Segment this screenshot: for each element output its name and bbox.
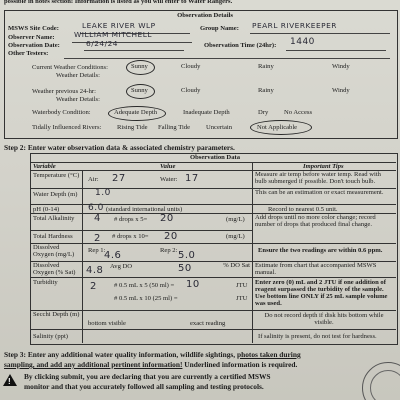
weather-option-windy[interactable]: Windy	[332, 63, 350, 70]
do-pct-label: % DO Sat	[223, 262, 250, 269]
air-label: Air:	[88, 176, 99, 183]
prev-weather-option-windy[interactable]: Windy	[332, 87, 350, 94]
time-underline	[286, 50, 386, 51]
prev-weather-option-rainy[interactable]: Rainy	[258, 87, 274, 94]
temp-label: Temperature (°C)	[33, 172, 80, 179]
turbidity-line2: # 0.5 mL x 10 (25 ml) =	[114, 295, 178, 302]
row-line	[30, 277, 396, 278]
other-testers-underline	[64, 58, 390, 59]
row-line	[30, 230, 252, 231]
col-tips-header: Important Tips	[303, 163, 344, 170]
date-label: Observation Date:	[8, 42, 60, 49]
turbidity-line1-value[interactable]: 10	[186, 279, 200, 290]
seal-logo-inner	[370, 370, 400, 400]
do-sat-label: Dissolved Oxygen (% Sat)	[33, 262, 76, 276]
secchi-exact-reading[interactable]: exact reading	[190, 320, 226, 327]
alkalinity-drops-value[interactable]: 4	[94, 213, 101, 224]
table-title: Observation Data	[189, 154, 240, 161]
ph-tip: Record to nearest 0.5 unit.	[268, 206, 338, 213]
prev-weather-option-cloudy[interactable]: Cloudy	[181, 87, 201, 94]
rep1-label: Rep 1:	[88, 247, 106, 254]
secchi-bottom-visible[interactable]: bottom visible	[88, 320, 126, 327]
weather-option-sunny[interactable]: Sunny	[131, 63, 148, 70]
alkalinity-unit: (mg/L)	[226, 216, 245, 223]
air-value[interactable]: 27	[112, 173, 126, 184]
tidal-label: Tidally Influenced Rivers:	[32, 124, 102, 131]
turbidity-line1: # 0.5 mL x 5 (50 ml) =	[114, 282, 175, 289]
col-line	[252, 162, 253, 343]
turbidity-value[interactable]: 2	[90, 281, 97, 292]
row-line	[30, 310, 396, 311]
do-tip: Ensure the two readings are within 0.6 ppm.	[258, 247, 383, 254]
site-code-label: MSWS Site Code:	[8, 25, 59, 32]
current-weather-details-label: Weather Details:	[56, 72, 100, 79]
alkalinity-drops-label: # drops x 5=	[114, 216, 148, 223]
tidal-option-not-applicable[interactable]: Not Applicable	[257, 124, 298, 131]
turbidity-label: Turbidity	[33, 279, 58, 286]
rep2-label: Rep 2:	[160, 247, 178, 254]
temp-tip: Measure air temp before water temp. Read with bulb submerged if possible. Don't touch bulb.	[255, 171, 381, 185]
prev-weather-details-label: Weather Details:	[56, 96, 100, 103]
row-line	[30, 204, 396, 205]
date-underline	[84, 50, 184, 51]
time-label: Observation Time (24hr):	[204, 42, 277, 49]
weather-option-rainy[interactable]: Rainy	[258, 63, 274, 70]
tidal-option-rising[interactable]: Rising Tide	[117, 124, 148, 131]
waterbody-option-dry[interactable]: Dry	[258, 109, 269, 116]
group-name-value[interactable]: PEARL RIVERKEEPER	[252, 21, 337, 30]
ph-note: (standard international units)	[106, 206, 183, 213]
turbidity-tip: Enter zero (0) mL and 2 JTU if one addition of reagent surpassed the turbidity of the sample. Use bottom line ONLY if 25 mL sample volume was used.	[255, 279, 388, 307]
col-line	[82, 170, 83, 343]
prev-weather-label: Weather previous 24-hr:	[32, 88, 96, 95]
ph-label: pH (0-14)	[33, 206, 60, 213]
tidal-option-falling[interactable]: Falling Tide	[158, 124, 191, 131]
row-line	[30, 329, 396, 330]
tidal-option-uncertain[interactable]: Uncertain	[206, 124, 232, 131]
do-sat-value[interactable]: 4.8	[86, 265, 104, 276]
hardness-drops-label: # drops x 10=	[112, 233, 149, 240]
col-value-header: Value	[160, 163, 176, 170]
row-line	[30, 243, 396, 244]
waterbody-option-no-access[interactable]: No Access	[284, 109, 313, 116]
time-value[interactable]: 1440	[290, 37, 315, 47]
turbidity-unit1: JTU	[236, 282, 248, 289]
rep2-value[interactable]: 5.0	[178, 250, 196, 261]
ph-value[interactable]: 6.0	[88, 203, 104, 213]
waterbody-option-adequate[interactable]: Adequate Depth	[114, 109, 158, 116]
step3-line2: sampling, and add any additional pertinent information! Underlined information is required.	[4, 360, 298, 369]
warning-icon-mark: !	[8, 377, 11, 386]
weather-option-cloudy[interactable]: Cloudy	[181, 63, 201, 70]
hardness-label: Total Hardness	[33, 233, 73, 240]
site-code-value[interactable]: LEAKE RIVER WLP	[82, 21, 156, 30]
step3-line1: Step 3: Enter any additional water quality information, wildlife sightings, photos taken during	[4, 350, 301, 359]
secchi-tip: Do not record depth if disk hits bottom while visible.	[264, 312, 384, 326]
depth-value[interactable]: 1.0	[95, 188, 111, 198]
group-name-label: Group Name:	[200, 25, 239, 32]
step3-line4: monitor and that you accurately followed all sampling and testing protocols.	[24, 382, 264, 391]
alkalinity-tip: Add drops until no more color change; record number of drops that produced final change.	[255, 214, 376, 228]
water-label: Water:	[160, 176, 178, 183]
group-name-underline	[250, 33, 390, 34]
observation-details-title: Observation Details	[177, 12, 233, 19]
avg-do-label: Avg DO	[110, 263, 133, 270]
salinity-label: Salinity (ppt)	[33, 333, 68, 340]
step2-heading: Step 2: Enter water observation data & associated chemistry parameters.	[4, 143, 235, 152]
do-pct-value[interactable]: 50	[178, 263, 192, 274]
alkalinity-label: Total Alkalinity	[33, 215, 75, 222]
depth-label: Water Depth (m)	[33, 191, 78, 198]
hardness-unit: (mg/L)	[226, 233, 245, 240]
prev-weather-option-sunny[interactable]: Sunny	[131, 87, 148, 94]
top-note: possible in notes section! Information is listed as you will enter to Water Rangers.	[4, 0, 233, 5]
water-value[interactable]: 17	[185, 173, 199, 184]
turbidity-unit2: JTU	[236, 295, 248, 302]
rep1-value[interactable]: 4.6	[104, 250, 122, 261]
alkalinity-result[interactable]: 20	[160, 213, 174, 224]
step3-line3: By clicking submit, you are declaring that you are currently a certified MSWS	[24, 372, 271, 381]
other-testers-label: Other Testers:	[8, 50, 49, 57]
waterbody-option-inadequate[interactable]: Inadequate Depth	[183, 109, 230, 116]
depth-tip: This can be an estimation or exact measurement.	[255, 189, 384, 196]
do-label: Dissolved Oxygen (mg/L)	[33, 244, 75, 258]
secchi-label: Secchi Depth (m)	[33, 311, 80, 318]
observer-label: Observer Name:	[8, 34, 55, 41]
salinity-tip: If salinity is present, do not test for hardness.	[258, 333, 377, 340]
col-variable-header: Variable	[33, 163, 56, 170]
hardness-drops-value[interactable]: 2	[94, 233, 101, 244]
current-weather-label: Current Weather Conditions:	[32, 64, 108, 71]
do-sat-tip: Estimate from chart that accompanied MSWS manual.	[255, 262, 377, 276]
date-value[interactable]: 6/24/24	[86, 39, 118, 48]
observer-value[interactable]: WILLIAM MITCHELL	[74, 30, 152, 39]
hardness-result[interactable]: 20	[164, 231, 178, 242]
waterbody-label: Waterbody Condition:	[32, 109, 91, 116]
